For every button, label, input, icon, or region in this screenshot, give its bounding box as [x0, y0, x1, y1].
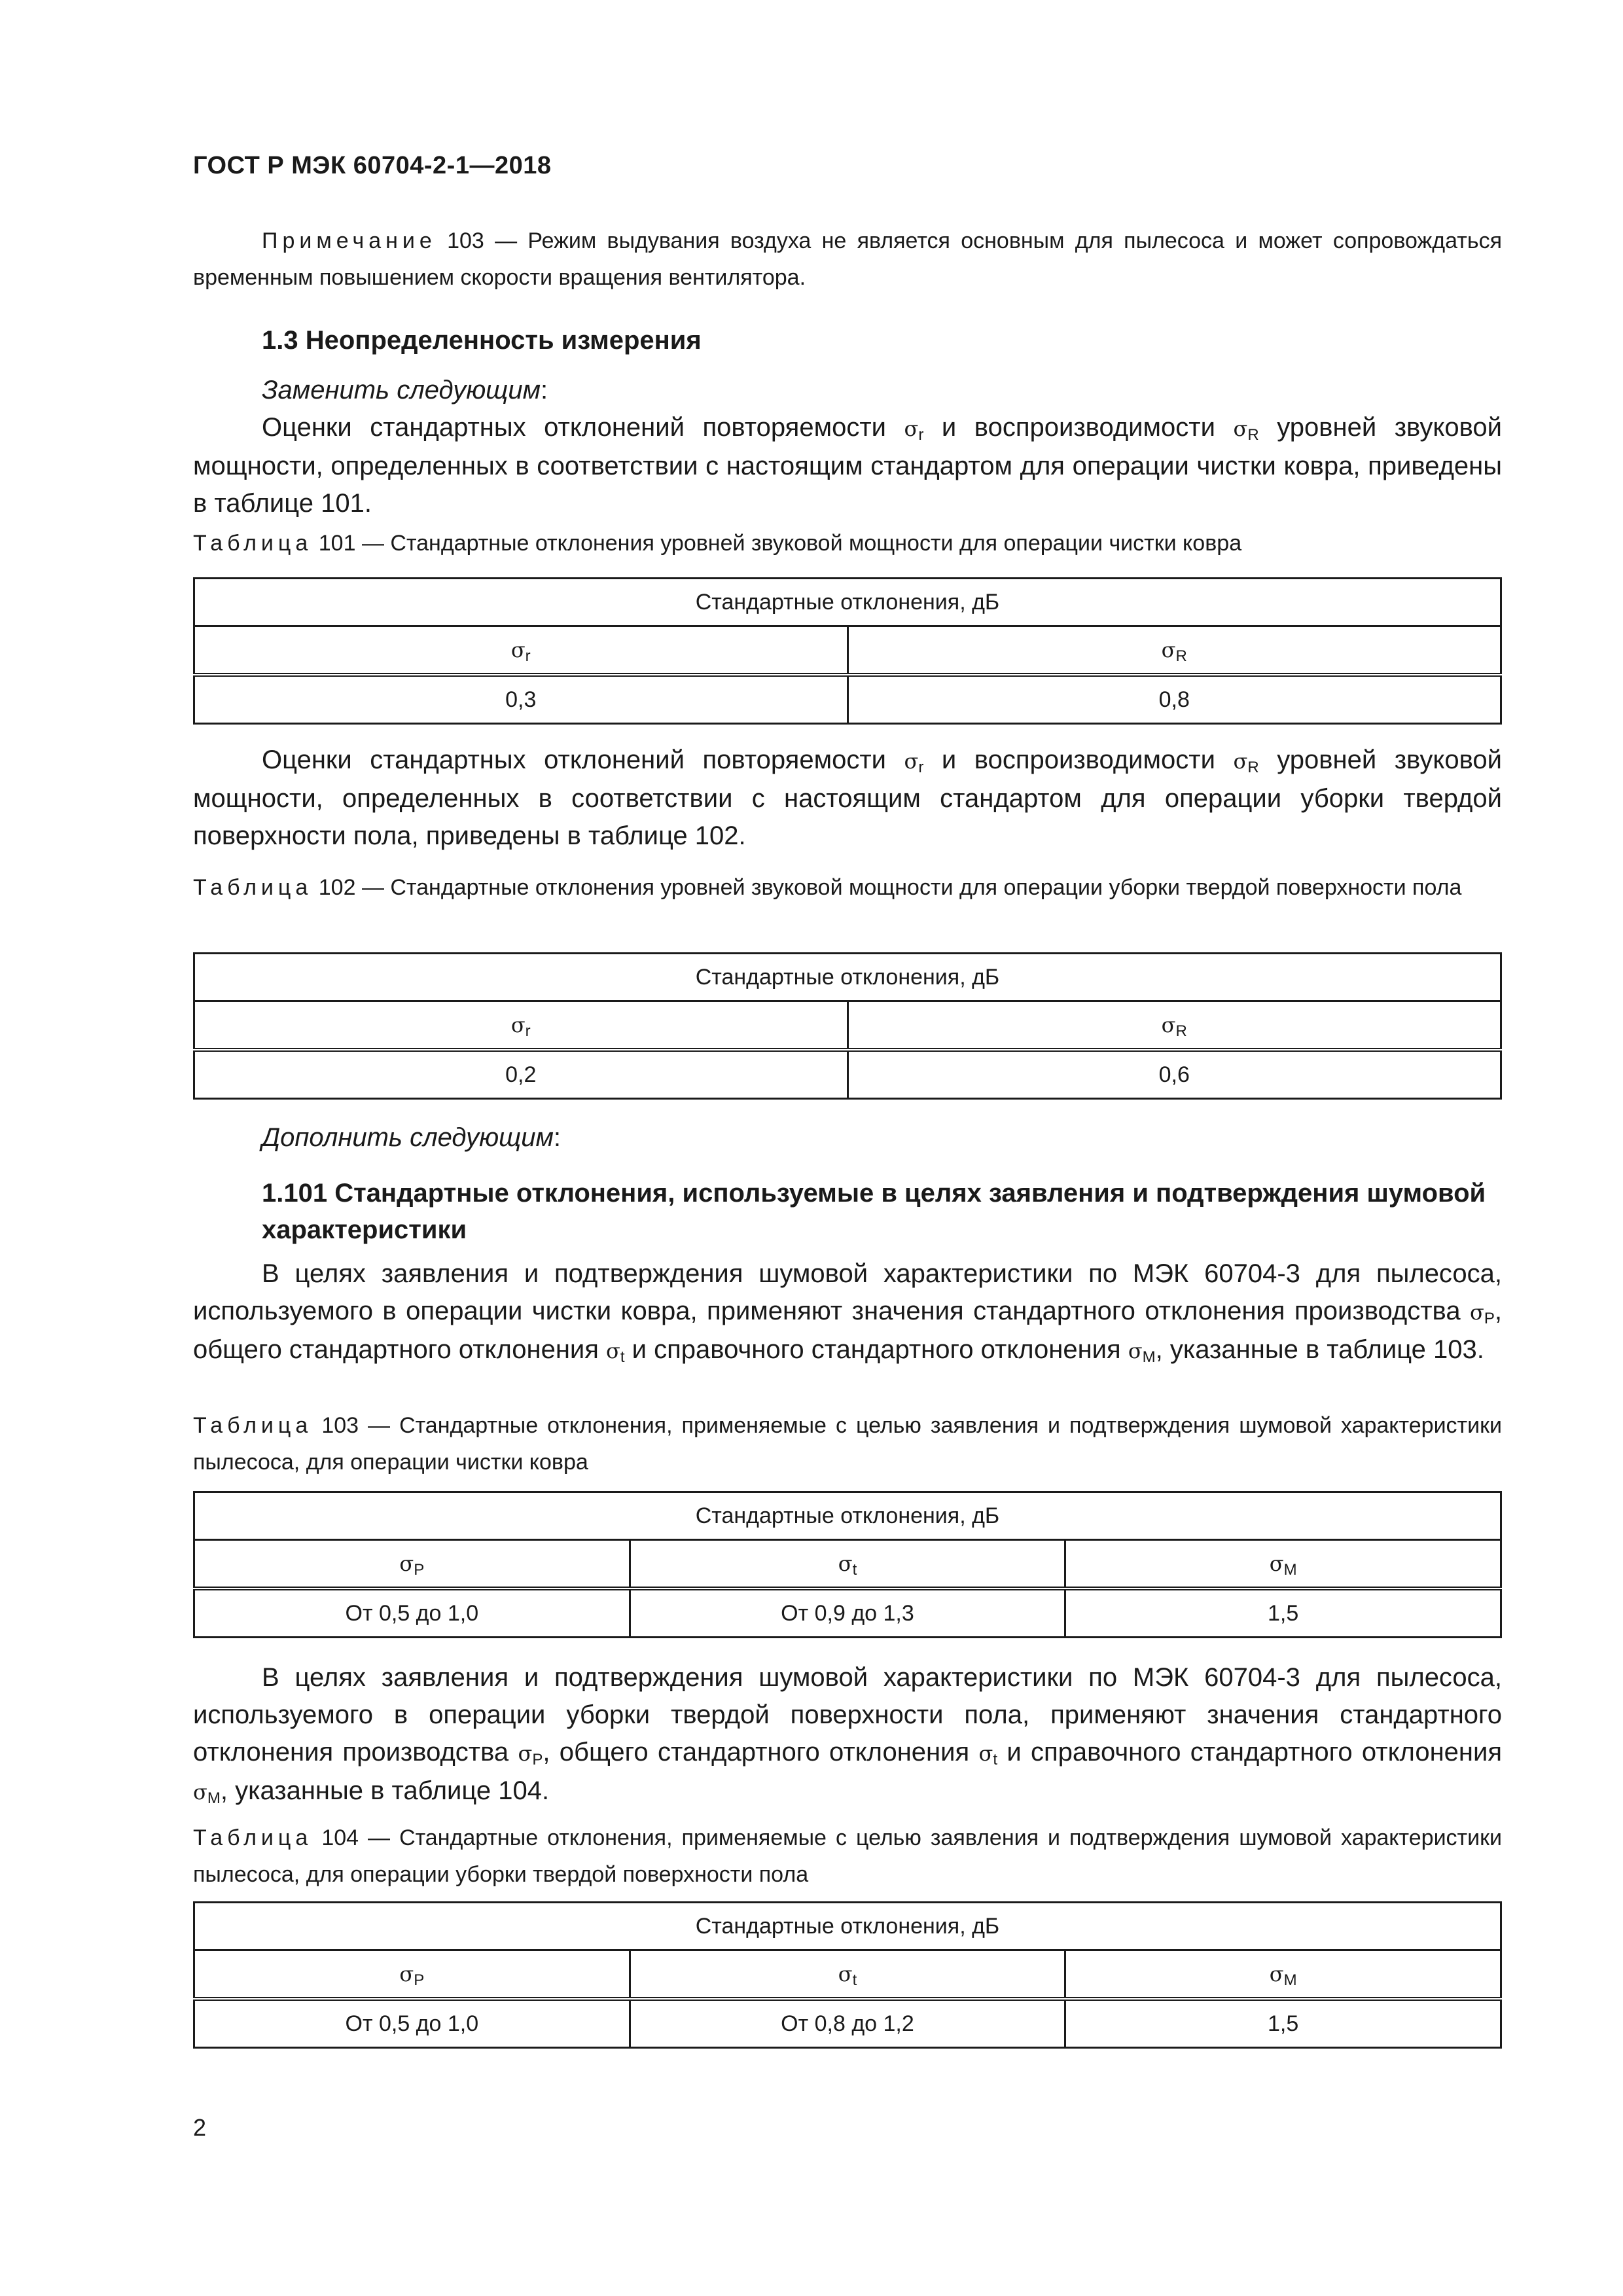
- table-header: Стандартные отклонения, дБ: [194, 954, 1501, 1001]
- col-sigma-P: $\sigma_P$: [194, 1950, 630, 2000]
- table-103-caption: Таблица 103 — Стандартные отклонения, применяемые с целью заявления и подтверждения шумовой характеристики пылесоса, для операции чистки ковра: [193, 1413, 1502, 1475]
- paragraph-1-101-a: В целях заявления и подтверждения шумовой характеристики по МЭК 60704-3 для пылесоса, используемого в операции чистки ковра, применяют значения стандартного отклонения производства $\sigma_P$, общего стандартного отклонения $\sigma_t$ и справочного стандартного отклонения $\sigma_M$, указанные в таблице 103.: [193, 1259, 1502, 1366]
- col-sigma-t: $\sigma_t$: [630, 1540, 1065, 1589]
- instruction-supplement: Дополнить следующим:: [262, 1123, 562, 1152]
- section-1-101-body-2: [193, 1659, 1502, 1811]
- table-cell: 0,3: [194, 675, 848, 724]
- note-103: [193, 223, 1502, 296]
- paragraph-1-3-a: Оценки стандартных отклонений повторяемости $\sigma_r$ и воспроизводимости $\sigma_R$ уровней звуковой мощности, определенных в соответствии с настоящим стандартом для операции чистки ковра, приведены в таблице 101.: [193, 413, 1502, 518]
- table-104-caption: Таблица 104 — Стандартные отклонения, применяемые с целью заявления и подтверждения шумовой характеристики пылесоса, для операции уборки твердой поверхности пола: [193, 1825, 1502, 1887]
- section-1-3-body: [193, 372, 1502, 522]
- paragraph-1-3-b: Оценки стандартных отклонений повторяемости $\sigma_r$ и воспроизводимости $\sigma_R$ уровней звуковой мощности, определенных в соответствии с настоящим стандартом для операции уборки твердой поверхности пола, приведены в таблице 102.: [193, 745, 1502, 850]
- col-sigma-M: $\sigma_M$: [1065, 1950, 1501, 2000]
- col-sigma-R: $\sigma_R$: [847, 1001, 1501, 1050]
- col-sigma-P: $\sigma_P$: [194, 1540, 630, 1589]
- col-sigma-r: $\sigma_r$: [194, 1001, 848, 1050]
- paragraph-1-101-b: В целях заявления и подтверждения шумовой характеристики по МЭК 60704-3 для пылесоса, используемого в операции уборки твердой поверхности пола, применяют значения стандартного отклонения производства $\sigma_P$, общего стандартного отклонения $\sigma_t$ и справочного стандартного отклонения $\sigma_M$, указанные в таблице 104.: [193, 1663, 1502, 1807]
- table-cell: 1,5: [1065, 1588, 1501, 1638]
- table-102-caption: Таблица 102 — Стандартные отклонения уровней звуковой мощности для операции уборки твердой поверхности пола: [193, 875, 1462, 900]
- table-101: [193, 577, 1502, 725]
- col-sigma-t: $\sigma_t$: [630, 1950, 1065, 2000]
- table-cell: 0,8: [847, 675, 1501, 724]
- section-1-101-body: [193, 1255, 1502, 1370]
- instruction-replace: Заменить следующим:: [262, 376, 548, 404]
- table-cell: От 0,9 до 1,3: [630, 1588, 1065, 1638]
- col-sigma-r: $\sigma_r$: [194, 626, 848, 675]
- col-sigma-M: $\sigma_M$: [1065, 1540, 1501, 1589]
- table-cell: 0,2: [194, 1050, 848, 1099]
- table-cell: 0,6: [847, 1050, 1501, 1099]
- table-header: Стандартные отклонения, дБ: [194, 1903, 1501, 1950]
- section-1-3-body-2: [193, 742, 1502, 855]
- section-title-1-3: 1.3 Неопределенность измерения: [262, 326, 702, 355]
- table-104: [193, 1901, 1502, 2049]
- table-101-caption: Таблица 101 — Стандартные отклонения уровней звуковой мощности для операции чистки ковра: [193, 531, 1242, 556]
- col-sigma-R: $\sigma_R$: [847, 626, 1501, 675]
- table-cell: От 0,8 до 1,2: [630, 1999, 1065, 2048]
- table-cell: 1,5: [1065, 1999, 1501, 2048]
- table-102: [193, 952, 1502, 1100]
- table-cell: От 0,5 до 1,0: [194, 1999, 630, 2048]
- page-number: 2: [193, 2114, 207, 2141]
- table-cell: От 0,5 до 1,0: [194, 1588, 630, 1638]
- document-header: ГОСТ Р МЭК 60704-2-1—2018: [193, 152, 552, 179]
- table-103: [193, 1491, 1502, 1638]
- table-header: Стандартные отклонения, дБ: [194, 579, 1501, 626]
- table-header: Стандартные отклонения, дБ: [194, 1492, 1501, 1540]
- note-label: Примечание: [262, 228, 437, 253]
- section-title-1-101: 1.101 Стандартные отклонения, используемые в целях заявления и подтверждения шумовой характеристики: [262, 1179, 1486, 1244]
- note-text: 103 — Режим выдувания воздуха не является основным для пылесоса и может сопровождаться временным повышением скорости вращения вентилятора.: [193, 228, 1502, 290]
